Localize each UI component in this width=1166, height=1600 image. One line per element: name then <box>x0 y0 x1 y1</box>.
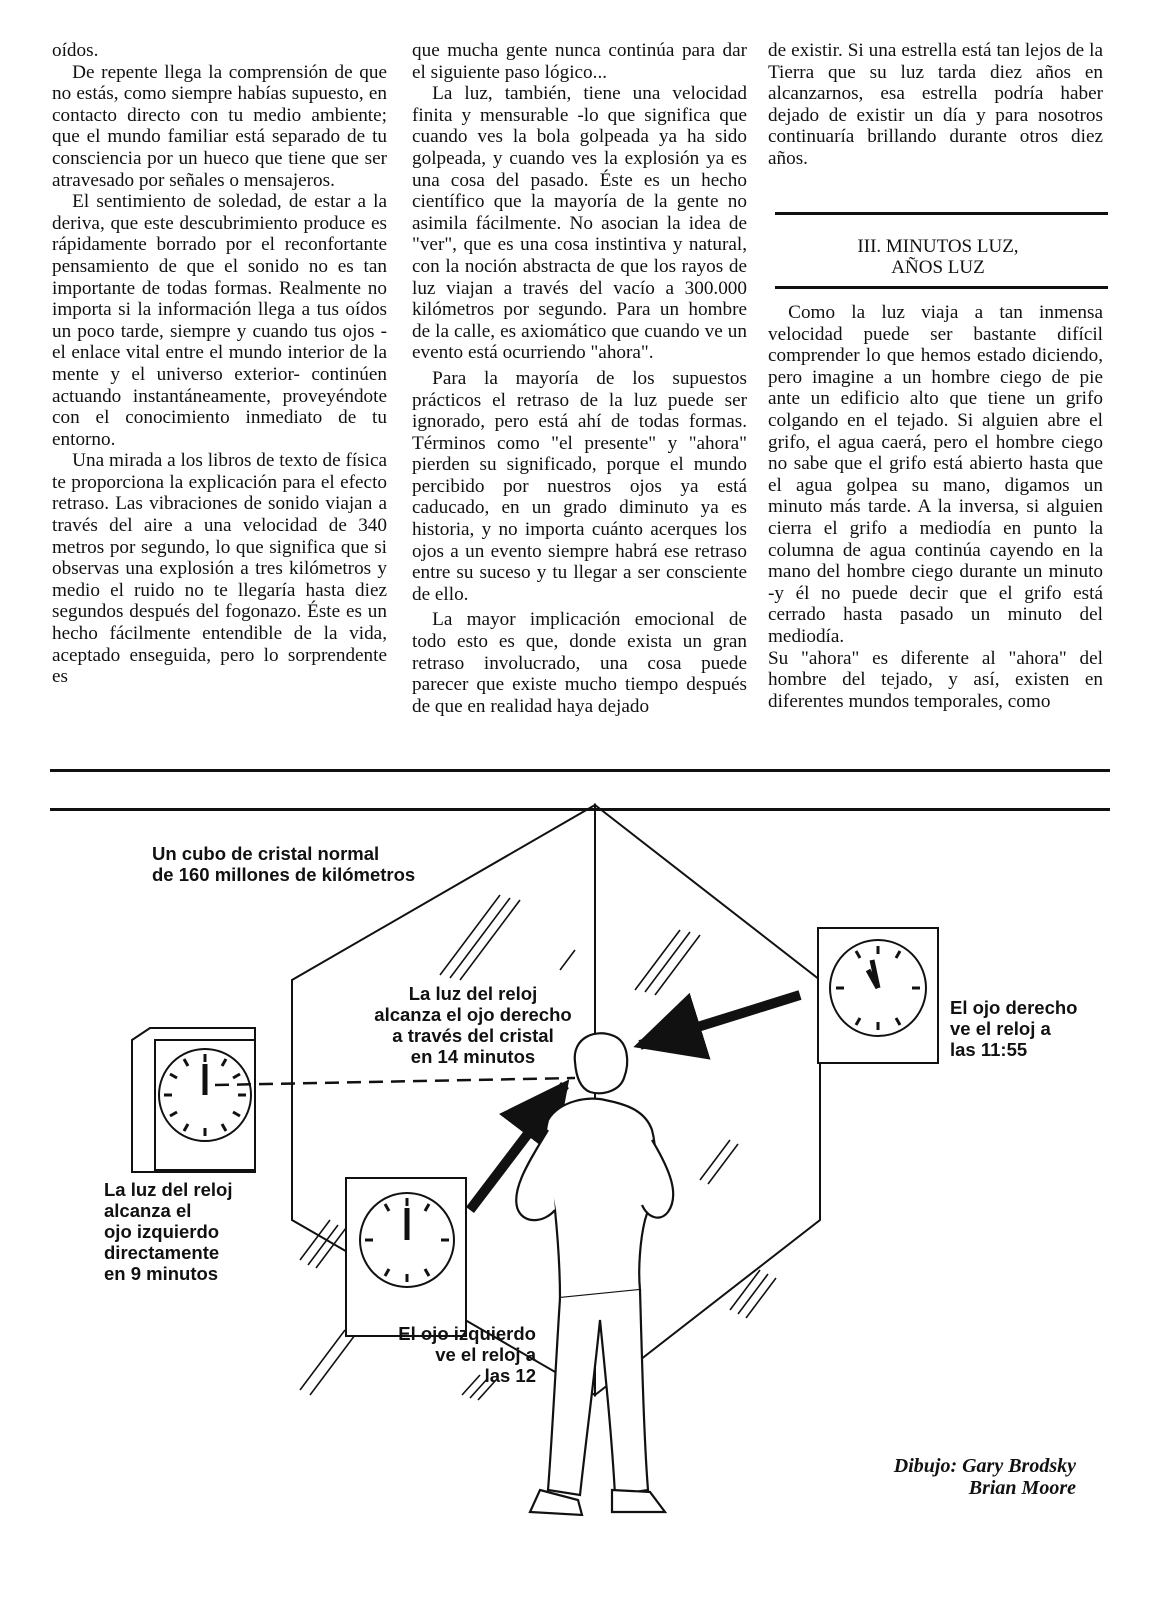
paragraph: Para la mayoría de los supuestos prácticos el retraso de la luz puede ser ignorado, pero está ahí de todas formas. Términos como "el presente" y "ahora" pierden su significado, porque el mundo percibido por nuestros ojos ya está caducado, en un grado diminuto ya es historia, y no importa cuánto acerques los ojos a un evento siempre habrá ese retraso entre su suceso y tu llegar a ser consciente de ello. <box>412 367 747 605</box>
caption-line: ojo izquierdo <box>104 1221 220 1242</box>
section-rule-top <box>775 212 1108 215</box>
caption-line: de 160 millones de kilómetros <box>152 864 416 885</box>
text-column-2 <box>412 40 747 717</box>
caption-line: ve el reloj a <box>435 1344 536 1365</box>
direct-light-path <box>215 1078 575 1085</box>
direct-light-caption <box>104 1179 233 1284</box>
text-column-3-continued <box>768 302 1103 712</box>
paragraph: El sentimiento de soledad, de estar a la deriva, que este descubrimiento produce es rápidamente borrado por el reconfortante pensamiento de que el sonido no es tan importante de todas formas. Realmente no importa si la información llega a tus oídos un poco tarde, siempre y cuando tus ojos -el enlace vital entre el mundo interior de la mente y el universo exterior- continúen actuando instantáneamente, proveyéndote con el conocimiento inmediato de tu entorno. <box>52 191 387 450</box>
caption-line: a través del cristal <box>392 1025 554 1046</box>
caption-line: alcanza el <box>104 1200 192 1221</box>
section-title-line: III. MINUTOS LUZ, <box>857 236 1019 257</box>
paragraph: que mucha gente nunca continúa para dar el siguiente paso lógico... <box>412 40 747 83</box>
paragraph: La luz, también, tiene una velocidad finita y mensurable -lo que significa que cuando ves la bola golpeada ya ha sido golpeada, y cuando ves la explosión ya es una cosa del pasado. Éste es un hecho científico que la mayoría de la gente no asimila fácilmente. No asocian la idea de "ver", que es una cosa instintiva y natural, con la noción abstracta de que los rayos de luz viajan a través del vacío a 300.000 kilómetros por segundo. Para un hombre de la calle, es axiomático que cuando ve un evento está ocurriendo "ahora". <box>412 83 747 364</box>
text-column-3 <box>768 40 1103 170</box>
section-title-line: AÑOS LUZ <box>891 257 985 278</box>
cube-caption <box>152 843 415 885</box>
right-eye-caption <box>950 997 1077 1060</box>
caption-line: Un cubo de cristal normal <box>152 843 380 864</box>
man-figure <box>516 1033 673 1515</box>
caption-line: El ojo izquierdo <box>398 1323 536 1344</box>
caption-line: ve el reloj a <box>950 1018 1051 1039</box>
paragraph: Una mirada a los libros de texto de física te proporciona la explicación para el efecto retraso. Las vibraciones de sonido viajan a través del aire a una velocidad de 340 metros por segundo, lo que significa que si observas una explosión a tres kilómetros y medio el ruido no te llegaría hasta diez segundos después del fogonazo. Éste es un hecho fácilmente entendible de la vida, aceptado enseguida, pero lo sorprendente es <box>52 450 387 688</box>
caption-line: alcanza el ojo derecho <box>374 1004 572 1025</box>
paragraph: de existir. Si una estrella está tan lejos de la Tierra que su luz tarda diez años en alcanzarnos, esa estrella podría haber dejado de existir un día y para nosotros continuaría brillando durante otros diez años. <box>768 40 1103 169</box>
paragraph: oídos. <box>52 40 99 61</box>
caption-line: La luz del reloj <box>408 983 538 1004</box>
credit-line: Dibujo: Gary Brodsky <box>893 1455 1076 1477</box>
caption-line: en 14 minutos <box>410 1046 536 1067</box>
caption-line: directamente <box>104 1242 220 1263</box>
section-title <box>768 236 1108 278</box>
caption-line: las 12 <box>484 1365 536 1386</box>
illustration-credit <box>840 1455 1076 1499</box>
paragraph: La mayor implicación emocional de todo esto es que, donde exista un gran retraso involucrado, una cosa puede parecer que existe mucho tiempo después de que en realidad haya dejado <box>412 609 747 717</box>
paragraph: Su "ahora" es diferente al "ahora" del hombre del tejado, y así, existen en diferentes mundos temporales, como <box>768 647 1103 712</box>
paragraph: Como la luz viaja a tan inmensa velocidad puede ser bastante difícil comprender lo que hemos estado diciendo, pero imagine a un hombre ciego de pie ante un edificio alto que tiene un grifo colgando en el tejado. Si alguien abre el grifo, el agua caerá, pero el hombre ciego no sabe que el grifo está abierto hasta que el agua golpea su mano, digamos un minuto más tarde. A la inversa, si alguien cierra el grifo a mediodía en punto la columna de agua continúa cayendo en la mano del hombre ciego durante un minuto -y él no puede decir que el grifo está cerrado hasta pasado un minuto del mediodía. <box>768 302 1103 647</box>
caption-line: El ojo derecho <box>950 997 1078 1018</box>
through-glass-caption <box>360 983 586 1067</box>
paragraph: De repente llega la comprensión de que no estás, como siempre habías supuesto, en contacto directo con tu medio ambiente; que el mundo familiar está separado de tu consciencia por un hueco que tiene que ser atravesado por señales o mensajeros. <box>52 61 387 191</box>
caption-line: La luz del reloj <box>104 1179 233 1200</box>
outside-clock-left <box>132 1028 255 1172</box>
caption-line: en 9 minutos <box>104 1263 219 1284</box>
right-eye-arrow <box>640 995 800 1045</box>
credit-line: Brian Moore <box>968 1477 1076 1499</box>
section-rule-bottom <box>775 286 1108 289</box>
page-rule-bottom <box>50 769 1110 772</box>
text-column-1 <box>52 40 387 688</box>
left-eye-caption <box>388 1323 536 1386</box>
caption-line: las 11:55 <box>950 1039 1028 1060</box>
